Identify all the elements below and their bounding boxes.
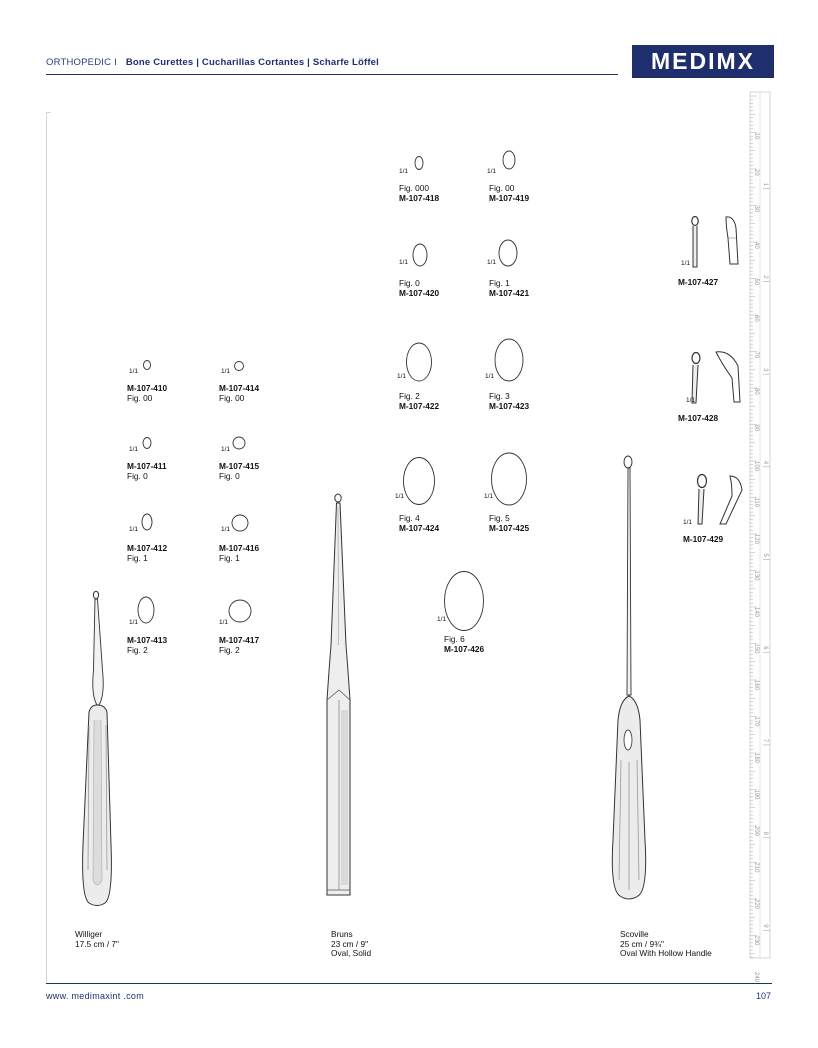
product-code: M-107-425	[489, 522, 530, 533]
ruler-cm-label: 80	[753, 388, 759, 395]
ruler-cm-label: 10	[753, 132, 759, 140]
instrument-name: Scoville	[620, 929, 649, 939]
product-code: M-107-419	[489, 192, 530, 203]
fig-label: Fig. 00	[219, 392, 245, 403]
fig-label: Fig. 2	[127, 644, 148, 655]
instrument-detail: Oval, Solid	[331, 948, 372, 958]
scale-ratio: 1/1	[484, 493, 494, 500]
ruler-inch-label: 1	[762, 182, 768, 187]
instrument-caption-bruns	[331, 930, 371, 959]
ruler-cm-label: 230	[753, 935, 759, 946]
ruler-inch-label: 3	[762, 368, 768, 372]
scale-ratio: 1/1	[399, 259, 409, 266]
ruler-cm-label: 210	[753, 862, 759, 873]
product-code: M-107-415	[219, 461, 260, 471]
williger-variant	[127, 636, 167, 655]
scale-ratio: 1/1	[129, 446, 139, 453]
fig-label: Fig. 6	[444, 634, 465, 644]
header-separator: I	[114, 57, 118, 68]
page-number: 107	[756, 991, 772, 1001]
bruns-variant	[489, 184, 529, 203]
fig-label: Fig. 2	[219, 644, 240, 655]
fig-label: Fig. 1	[127, 552, 148, 563]
fig-label: Fig. 000	[399, 183, 429, 193]
scale-ratio: 1/1	[681, 260, 691, 267]
page-title: Bone Curettes | Cucharillas Cortantes | Scharfe Löffel	[125, 57, 380, 68]
medimax-logo: MEDIMX	[632, 45, 774, 78]
product-code: M-107-410	[127, 383, 168, 393]
fig-label: Fig. 00	[127, 392, 153, 403]
scale-ratio: 1/1	[129, 526, 139, 533]
scale-ratio: 1/1	[487, 168, 497, 175]
ruler-cm-label: 30	[753, 205, 759, 213]
scale-ratio: 1/1	[395, 493, 405, 500]
ruler-inch-label: 6	[762, 646, 768, 650]
product-code: M-107-429	[683, 534, 724, 544]
product-code: M-107-413	[127, 635, 168, 645]
product-code: M-107-422	[399, 400, 440, 411]
ruler-cm-label: 160	[753, 680, 759, 691]
scale-ratio: 1/1	[397, 373, 407, 380]
fig-label: Fig. 0	[399, 278, 420, 288]
scale-ratio: 1/1	[219, 619, 229, 626]
footer-divider	[46, 983, 772, 984]
scale-ratio: 1/1	[485, 373, 495, 380]
ruler-cm-label: 170	[753, 716, 759, 727]
scale-ratio: 1/1	[399, 168, 409, 175]
scale-ratio: 1/1	[221, 446, 231, 453]
ruler-inch-label: 9	[762, 924, 768, 928]
product-code: M-107-414	[219, 383, 260, 393]
ruler-cm-label: 90	[753, 424, 759, 432]
fig-label: Fig. 4	[399, 513, 420, 523]
category-label: ORTHOPEDIC	[46, 57, 112, 68]
bruns-variant	[399, 392, 439, 411]
ruler-inch-label: 4	[762, 460, 768, 465]
ruler-cm-label: 100	[753, 461, 759, 472]
ruler-inch-label: 8	[762, 831, 768, 835]
product-code: M-107-416	[219, 543, 260, 553]
ruler-inch-label: 5	[762, 553, 768, 557]
instrument-caption-scoville	[620, 930, 712, 959]
ruler-cm-label: 40	[753, 242, 759, 249]
ruler-cm-label: 180	[753, 753, 759, 764]
scale-ratio: 1/1	[686, 397, 696, 404]
williger-variant	[219, 384, 259, 403]
fig-label: Fig. 00	[489, 183, 515, 193]
ruler-cm-label: 190	[753, 789, 759, 800]
fig-label: Fig. 5	[489, 513, 510, 523]
williger-variant	[127, 544, 167, 563]
fig-label: Fig. 3	[489, 391, 510, 401]
ruler-cm-label: 60	[753, 315, 759, 322]
ruler-cm-label: 150	[753, 643, 759, 654]
product-code: M-107-424	[399, 522, 440, 533]
fig-label: Fig. 2	[399, 391, 420, 401]
ruler-cm-label: 220	[753, 899, 759, 910]
scale-ratio: 1/1	[221, 526, 231, 533]
ruler-cm-label: 20	[753, 169, 759, 176]
bruns-variant	[444, 635, 484, 654]
bruns-variant	[489, 514, 529, 533]
fig-label: Fig. 1	[489, 278, 510, 288]
ruler-inch-label: 7	[762, 738, 768, 743]
product-code: M-107-428	[678, 413, 719, 423]
product-code: M-107-427	[678, 277, 719, 287]
williger-variant	[219, 462, 259, 481]
product-code: M-107-411	[127, 461, 167, 471]
instrument-size: 17.5 cm / 7"	[75, 938, 119, 949]
ruler-cm-label: 120	[753, 534, 759, 545]
ruler-cm-label: 130	[753, 570, 759, 581]
instrument-detail: Oval With Hollow Handle	[620, 948, 712, 958]
product-code: M-107-412	[127, 543, 168, 553]
scale-ratio: 1/1	[129, 368, 139, 375]
instrument-size: 23 cm / 9"	[331, 938, 369, 949]
williger-variant	[219, 544, 259, 563]
scale-ratio: 1/1	[221, 368, 231, 375]
product-code: M-107-417	[219, 635, 260, 645]
bruns-variant	[399, 279, 439, 298]
instrument-name: Bruns	[331, 929, 353, 939]
ruler-cm-label: 110	[753, 497, 759, 508]
instrument-name: Williger	[75, 929, 103, 939]
instrument-size: 25 cm / 9¾"	[620, 938, 664, 949]
scale-ratio: 1/1	[487, 259, 497, 266]
fig-label: Fig. 0	[127, 470, 148, 481]
fig-label: Fig. 0	[219, 470, 240, 481]
scale-ratio: 1/1	[683, 519, 693, 526]
ruler-inch-label: 2	[762, 275, 768, 279]
ruler-cm-label: 200	[753, 826, 759, 837]
product-code: M-107-421	[489, 287, 530, 298]
williger-variant	[219, 636, 259, 655]
williger-variant	[127, 384, 167, 403]
ruler-cm-label: 70	[753, 351, 759, 359]
product-code: M-107-420	[399, 287, 440, 298]
scale-ratio: 1/1	[129, 619, 139, 626]
product-code: M-107-423	[489, 400, 530, 411]
ruler-cm-label: 50	[753, 278, 759, 286]
bruns-variant	[489, 279, 529, 298]
footer-website-link[interactable]: www. medimaxint .com	[46, 991, 145, 1001]
bruns-variant	[399, 514, 439, 533]
bruns-variant	[399, 184, 439, 203]
scale-ratio: 1/1	[437, 616, 447, 623]
fig-label: Fig. 1	[219, 552, 240, 563]
ruler-cm-label: 240	[753, 972, 759, 983]
bruns-variant	[489, 392, 529, 411]
product-code: M-107-426	[444, 643, 485, 654]
product-code: M-107-418	[399, 192, 440, 203]
instrument-caption-williger	[75, 930, 119, 949]
ruler-cm-label: 140	[753, 607, 759, 618]
williger-variant	[127, 462, 167, 481]
